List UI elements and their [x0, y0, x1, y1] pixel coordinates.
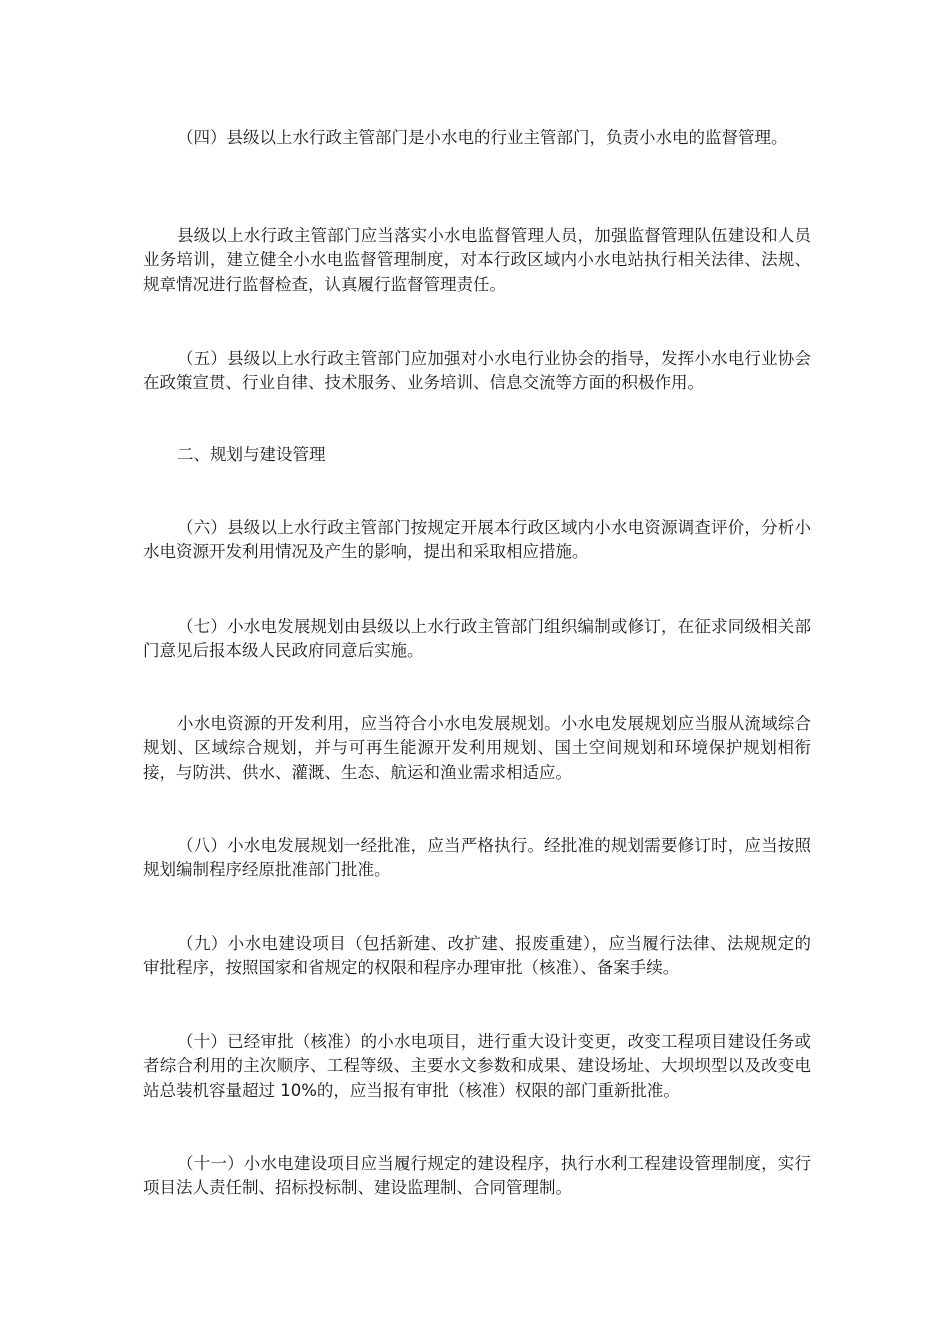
paragraph-5: （五）县级以上水行政主管部门应加强对小水电行业协会的指导，发挥小水电行业协会在政策宣贯、行业自律、技术服务、业务培训、信息交流等方面的积极作用。: [143, 349, 811, 393]
paragraph-10: （十）已经审批（核准）的小水电项目，进行重大设计变更，改变工程项目建设任务或者综合利用的主次顺序、工程等级、主要水文参数和成果、建设场址、大坝坝型以及改变电站总装机容量超过 10%的，应当报有审批（核准）权限的部门重新批准。: [143, 1032, 811, 1100]
paragraph-9: （九）小水电建设项目（包括新建、改扩建、报废重建），应当履行法律、法规规定的审批程序，按照国家和省规定的权限和程序办理审批（核准）、备案手续。: [143, 934, 811, 978]
paragraph-4: （四）县级以上水行政主管部门是小水电的行业主管部门，负责小水电的监督管理。: [177, 128, 788, 147]
paragraph-8: （八）小水电发展规划一经批准，应当严格执行。经批准的规划需要修订时，应当按照规划编制程序经原批准部门批准。: [143, 836, 811, 880]
paragraph-4-supervision: 县级以上水行政主管部门应当落实小水电监督管理人员，加强监督管理队伍建设和人员业务培训，建立健全小水电监督管理制度，对本行政区域内小水电站执行相关法律、法规、规章情况进行监督检查，认真履行监督管理责任。: [143, 226, 811, 294]
paragraph-11: （十一）小水电建设项目应当履行规定的建设程序，执行水利工程建设管理制度，实行项目法人责任制、招标投标制、建设监理制、合同管理制。: [143, 1154, 811, 1198]
section-heading-planning: 二、规划与建设管理: [177, 445, 326, 464]
paragraph-6: （六）县级以上水行政主管部门按规定开展本行政区域内小水电资源调查评价，分析小水电资源开发利用情况及产生的影响，提出和采取相应措施。: [143, 518, 811, 562]
paragraph-7: （七）小水电发展规划由县级以上水行政主管部门组织编制或修订，在征求同级相关部门意见后报本级人民政府同意后实施。: [143, 617, 811, 661]
paragraph-7-development: 小水电资源的开发利用，应当符合小水电发展规划。小水电发展规划应当服从流域综合规划、区域综合规划，并与可再生能源开发利用规划、国土空间规划和环境保护规划相衔接，与防洪、供水、灌溉、生态、航运和渔业需求相适应。: [143, 714, 811, 782]
